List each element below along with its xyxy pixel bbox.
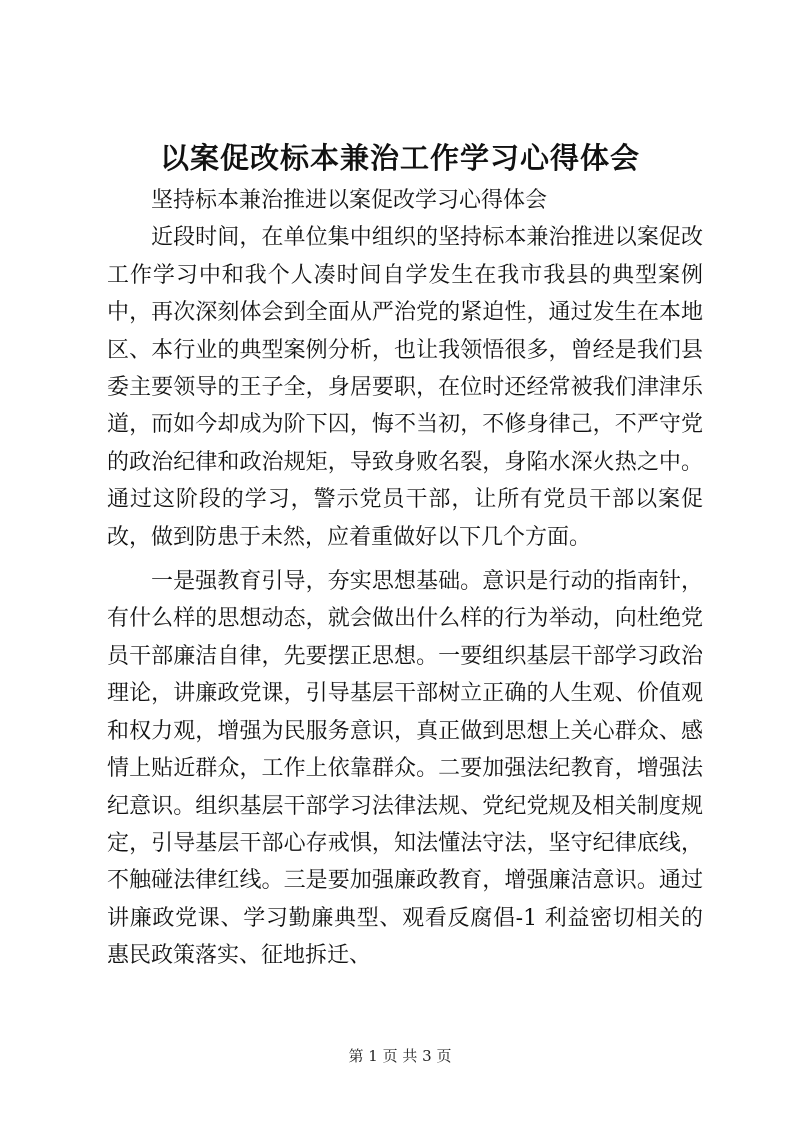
page-number-footer: 第 1 页 共 3 页: [348, 1047, 452, 1065]
paragraph: 一是强教育引导，夯实思想基础。意识是行动的指南针，有什么样的思想动态，就会做出什么样的行为举动，向杜绝党员干部廉洁自律，先要摆正思想。一要组织基层干部学习政治理论，讲廉政党课，引导基层干部树立正确的人生观、价值观和权力观，增强为民服务意识，真正做到思想上关心群众、感情上贴近群众，工作上依靠群众。二要加强法纪教育，增强法纪意识。组织基层干部学习法律法规、党纪党规及相关制度规定，引导基层干部心存戒惧，知法懂法守法，坚守纪律底线，不触碰法律红线。三是要加强廉政教育，增强廉洁意识。通过讲廉政党课、学习勤廉典型、观看反腐倡-1 利益密切相关的惠民政策落实、征地拆迁、: [107, 569, 703, 969]
document-title: 以案促改标本兼治工作学习心得体会: [159, 141, 640, 175]
paragraph: 近段时间，在单位集中组织的坚持标本兼治推进以案促改工作学习中和我个人凑时间自学发生在我市我县的典型案例中，再次深刻体会到全面从严治党的紧迫性，通过发生在本地区、本行业的典型案例分析，也让我领悟很多，曾经是我们县委主要领导的王子全，身居要职，在位时还经常被我们津津乐道，而如今却成为阶下囚，悔不当初，不修身律己，不严守党的政治纪律和政治规矩，导致身败名裂，身陷水深火热之中。通过这阶段的学习，警示党员干部，让所有党员干部以案促改，做到防患于未然，应着重做好以下几个方面。: [107, 225, 703, 550]
document-body: [107, 182, 703, 975]
document-subtitle: 坚持标本兼治推进以案促改学习心得体会: [151, 188, 548, 213]
